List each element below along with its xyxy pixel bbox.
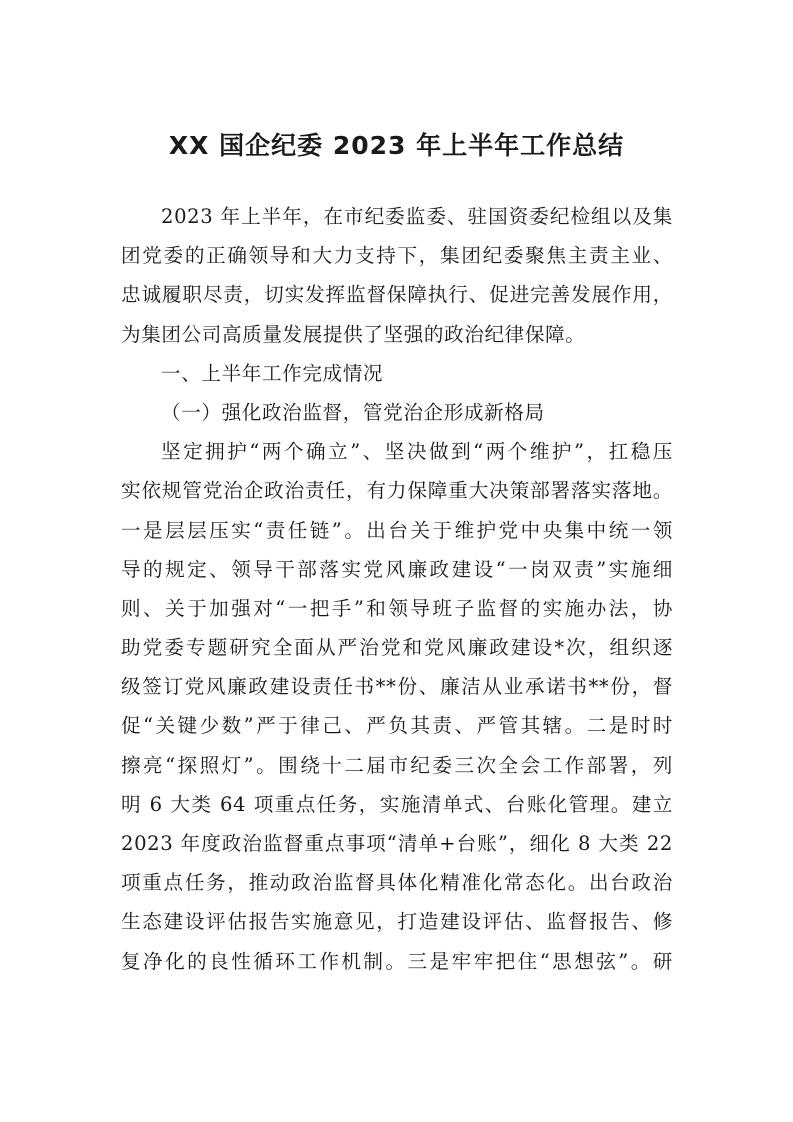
text-line: 实依规管党治企政治责任，有力保障重大决策部署落实落地。 xyxy=(121,479,673,503)
text-line: 导的规定、领导干部落实党风廉政建设“一岗双责”实施细 xyxy=(121,557,673,581)
text-line: 一、上半年工作完成情况 xyxy=(161,361,384,385)
text-line: 一是层层压实“责任链”。出台关于维护党中央集中统一领 xyxy=(121,518,673,542)
document-body xyxy=(121,197,673,981)
text-line: 项重点任务，推动政治监督具体化精准化常态化。出台政治 xyxy=(121,871,673,895)
text-line: （一）强化政治监督，管党治企形成新格局 xyxy=(161,400,545,424)
text-line: 擦亮“探照灯”。围绕十二届市纪委三次全会工作部署，列 xyxy=(121,753,673,777)
text-line: 促“关键少数”严于律己、严负其责、严管其辖。二是时时 xyxy=(121,714,673,738)
text-line: 忠诚履职尽责，切实发挥监督保障执行、促进完善发展作用， xyxy=(121,283,673,307)
text-line: 坚定拥护“两个确立”、坚决做到“两个维护”，扛稳压 xyxy=(161,440,673,464)
text-line: 2023 年上半年，在市纪委监委、驻国资委纪检组以及集 xyxy=(161,205,673,228)
text-line: 复净化的良性循环工作机制。三是牢牢把住“思想弦”。研 xyxy=(121,949,673,973)
document-title: XX 国企纪委 2023 年上半年工作总结 xyxy=(168,131,625,160)
text-line: 明 6 大类 64 项重点任务，实施清单式、台账化管理。建立 xyxy=(121,792,673,816)
text-line: 则、关于加强对“一把手”和领导班子监督的实施办法，协 xyxy=(121,596,673,620)
text-line: 2023 年度政治监督重点事项“清单+台账”，细化 8 大类 22 xyxy=(121,832,673,855)
text-line: 生态建设评估报告实施意见，打造建设评估、监督报告、修 xyxy=(121,910,673,934)
text-line: 级签订党风廉政建设责任书**份、廉洁从业承诺书**份，督 xyxy=(121,675,673,699)
text-line: 团党委的正确领导和大力支持下，集团纪委聚焦主责主业、 xyxy=(121,244,673,268)
text-line: 为集团公司高质量发展提供了坚强的政治纪律保障。 xyxy=(121,322,586,346)
text-line: 助党委专题研究全面从严治党和党风廉政建设*次，组织逐 xyxy=(121,636,673,660)
